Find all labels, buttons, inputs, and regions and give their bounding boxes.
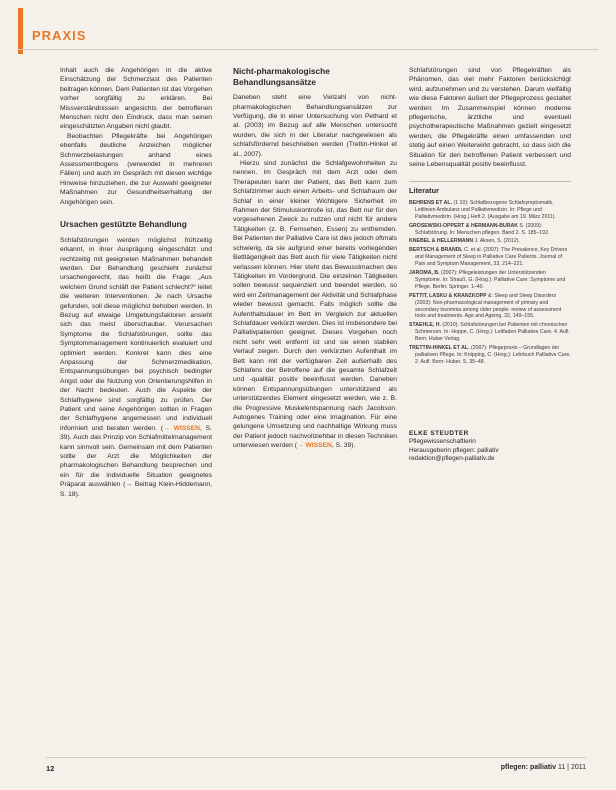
literature-author: TRETTIN-HINKEL ET AL. — [409, 345, 470, 352]
literature-item — [409, 270, 571, 291]
literature-author: STAEHLE, H. — [409, 322, 441, 329]
literature-author: BEHRENS ET AL. — [409, 199, 453, 206]
author-email[interactable]: redaktion@pflegen-palliativ.de — [409, 455, 495, 463]
literature-text: (2007): Pflegepraxis – Grundlagen der palliativen Pflege. In: Knipping, C. (Hrsg.): Lehrbuch Palliative Care. 2. Aufl. Bern: Huber. S. 35–48. — [415, 345, 571, 365]
journal-issue: 11 | 2011 — [557, 764, 586, 771]
paragraph-text: Hierzu sind zunächst die Schlafgewohnheiten zu nennen. Im Gespräch mit dem Arzt oder dem Therapeuten kann der Patient, das Bett kann zum Schlafzimmer auch einen Arbeits- und Schlafraum der Schlaf in einer kleiner Wichtigere Sicherheit im Rahmen der Stimuluskontrolle ist, das Bett nur für den vorgesehenen Zweck zu nutzen und nicht für andere Tätigkeiten (z. B. Fernsehen, Essen) zu entfremden. Bei Patienten der Palliative Care ist dies jedoch oftmals schwierig, da sie aufgrund einer bereits vorliegenden Bettlägerigkeit das Bett auch für viele Tätigkeiten nicht verlassen können. Hier steht das Bewusstmachen des Tätigkeiten im Vordergrund. Die einzelnen Tätigkeiten sollen bewusst sequenziert und beendet werden, so wird ein Zeitmanagement der Aktivität und Schlafphase wieder bewusst gemacht. Falls möglich sollte die Aufenthaltsdauer im Bett im Vergleich zur aktuellen Schlafdauer verkürzt werden. Dies ist insbesondere bei Palliativpatienten geeignet. Dieses Vorgehen noch nicht sehr weit entfernt ist und sie einen stabilen Verlauf zeigen. Durch den verkürzten Aufenthalt im Bett kann mit der verfügbaren Zeit außerhalb des Schlafens der Betroffene auf die gesamte Schlafzeit und -qualität positiv beeinflusst werden. Daneben können Entspannungsübungen unterstützend als unterstützendes Element eingesetzt werden, wie z. B. die Progressive Muskelentspannung nach Jacobson. Autogenes Training oder eine Imagination. Für eine gelungene Umsetzung und nachhaltige Wirkung muss der Patient jedoch nachvollziehbar in diesen Techniken unterwiesen werden — [233, 160, 397, 450]
literature-author: JAROMA, B. — [409, 270, 440, 277]
literature-item — [409, 247, 571, 268]
literature-author: BERTSCH & BRANDL — [409, 247, 463, 254]
literature-heading: Literatur — [409, 181, 571, 195]
paragraph-text: , S. 39). — [331, 442, 356, 450]
page-number: 12 — [46, 764, 55, 773]
author-name: ELKE STEUDTER — [409, 429, 469, 437]
literature-item — [409, 293, 571, 321]
literature-item — [409, 238, 571, 245]
paragraph-text: Schlafstörungen werden möglichst frühzeitig erkannt, in ihrer Ausprägung eingeschätzt und rechtzeitig mit geeigneten Maßnahmen behandelt werden. Der Behandlung geschieht zunächst ursachengerecht, das heißt die Frage: „Aus welchem Grund schläft der Patient schlecht?“ leitet die weiteren Interventionen. Je nach Ursache gefunden, soll diese möglichst behoben werden. In Bezug auf etwaige Umgebungsfaktoren ansieht sich das meist überschaubar. Verursachen Symptome die Schlafstörungen, sollte das Symptommanagement kontinuierlich evaluiert und optimiert werden. Konkret kann dies eine Anpassung der Schmerzmedikation, Entspannungsübungen bei psychisch bedingter Angst oder die Nutzung von Orientierungshilfen in der Nacht bedeuten. Auch die Aspekte der Schlafhygiene sind sorgfältig zu prüfen. Der Patient und seine Angehörigen sollten in Fragen der Schlafhygiene angemessen und individuell informiert und beraten werden. — [60, 236, 212, 432]
journal-footer — [501, 764, 586, 771]
cross-reference: → WISSEN — [163, 424, 200, 432]
body-paragraph — [60, 236, 212, 499]
body-paragraph — [233, 159, 397, 451]
literature-author: GROSEWSKI-OPPERT & HERMANN-BURAK — [409, 222, 518, 229]
author-block — [409, 430, 571, 464]
literature-item — [409, 322, 571, 343]
author-detail: Herausgeberin pflegen: palliativ — [409, 446, 499, 454]
middle-column — [233, 66, 397, 451]
literature-text: &: Sleep and Sleep Disorders (2003): Non-pharmacological management of primary and secondary insomnia among older people: review of assessment tools and treatments. Age and Ageing, 32, 149–155. — [415, 292, 562, 320]
paragraph-text: , S. 39). Auch das Prinzip von Schlafmittelmanagement kann sinnvoll sein. Gemeinsam mit dem Patienten sollte der Arzt die Möglichkeiten der pharmakologischen Behandlung besprechen und ein für die individuelle Situation geeignetes Präparat auswählen (→ Beitrag Klein-Hiddemann, S. 18). — [60, 424, 212, 498]
paragraph-text: ( — [294, 442, 297, 450]
literature-text: (2010): Schlafstörungen bei Patienten mit chronischen Schmerzen. In: Hoppe, C. (Hrsg.): Leitfaden Palliative Care. 4. Aufl. Bern: Huber Verlag. — [415, 322, 570, 343]
literature-list — [409, 200, 571, 366]
journal-name: pflegen: palliativ — [500, 764, 557, 771]
paragraph-text: ( — [160, 424, 164, 432]
section-heading: Ursachen gestützte Behandlung — [60, 219, 187, 230]
author-role: Pflegewissenschaftlerin — [409, 438, 476, 446]
cross-reference: → WISSEN — [296, 442, 332, 450]
literature-text: (1 10): Schlafbezogene Schlafsymptomatik. Leitlinien Ambulanz und Palliativmedizin. In: Pflege und Palliativmedizin. (Hrsg.) Heft 2. (Ausgabe am 19. März 2011). — [415, 199, 556, 220]
literature-author: KNEBEL & HELLERMANN — [409, 238, 474, 245]
footer-rule — [46, 757, 586, 758]
body-paragraph: Schlafstörungen sind von Pflegekräften als Phänomen, das viel mehr Faktoren berücksichtigt wird, aufzunehmen und zu verstehen. Darum vielfältig wie diese Faktoren äußert der Pflegeprozess gestaltet werden: Im Zusammenspiel können moderne pflegerische, ärztliche und eventuell psychotherapeutische Maßnahmen gezielt eingesetzt werden, die Pflegekräfte einen umfassenden und stetig auf einen Weiterwirkt gebracht, so dass sich die Situation für den betroffenen Patient verbessert und seine Lebensqualität positiv beeinflusst. — [409, 67, 571, 169]
literature-text: S. (2009): Schlafstörung. In: Menschen pflegen. Band 2. S. 185–192. — [415, 222, 550, 236]
section-bracket-horizontal — [18, 49, 598, 50]
literature-text: (2007): Pflegeleistungen der Unterstützenden Symptome. In: Strauß, G. (Hrsg.): Palliative Care: Symptome und Pflege. Berlin: Springer. 1–40. — [415, 270, 566, 290]
literature-author: PETTIT, LASKU & KRANZKOPP — [409, 292, 487, 299]
literature-item — [409, 223, 571, 237]
left-column — [60, 66, 212, 499]
literature-text: C. et al. (2007): The Prevalence, Key Drivers and Management of Sleep in Palliative Care Patients. Journal of Pain and Symptom Management, 33, 214–221. — [415, 247, 568, 268]
body-paragraph: Daneben steht eine Vielzahl von nicht-pharmakologischen Behandlungsansätzen zur Verfügung, die in einer Untersuchung von Pethard et al. (2003) im Bezug auf alle Menschen untersucht wurden, die sich in der Literatur nachgewiesen als schlafsfördernd beschrieben werden (Trettin-Hinkel et al., 2007). — [233, 94, 397, 158]
section-label: PRAXIS — [32, 28, 87, 43]
section-bracket-vertical — [18, 8, 23, 54]
literature-item — [409, 200, 571, 221]
body-paragraph: Inhalt auch die Angehörigen in die aktive Einschätzung der Schmerzlast des Patienten beitragen können. Dem Patienten ist das Vorgehen vorher sorgfältig zu erklären. Bei Missverständnissen angesichts der betroffenen Menschen nicht den Eindruck, dass man seinen eingeschätzten Angaben nicht glaubt. — [60, 67, 212, 131]
right-column — [409, 66, 571, 463]
literature-item — [409, 345, 571, 366]
body-paragraph: Beobachten Pflegekräfte bei Angehörigen ebenfalls deutliche Anzeichen möglicher Schmerzbelastungen anhand eines Assessmentbogens (verwendet in mehreren Fällen) und auch im Gespräch mit diesen wichtige Hinweise hinzuziehen, die zur Auswahl geeigneter Maßnahmen zur Gesundheitserhaltung der Angehörigen sein. — [60, 132, 212, 206]
section-heading: Nicht-pharmakologische Behandlungsansätze — [233, 66, 330, 87]
literature-text: J. Aksen, S. (2012). — [474, 238, 520, 245]
